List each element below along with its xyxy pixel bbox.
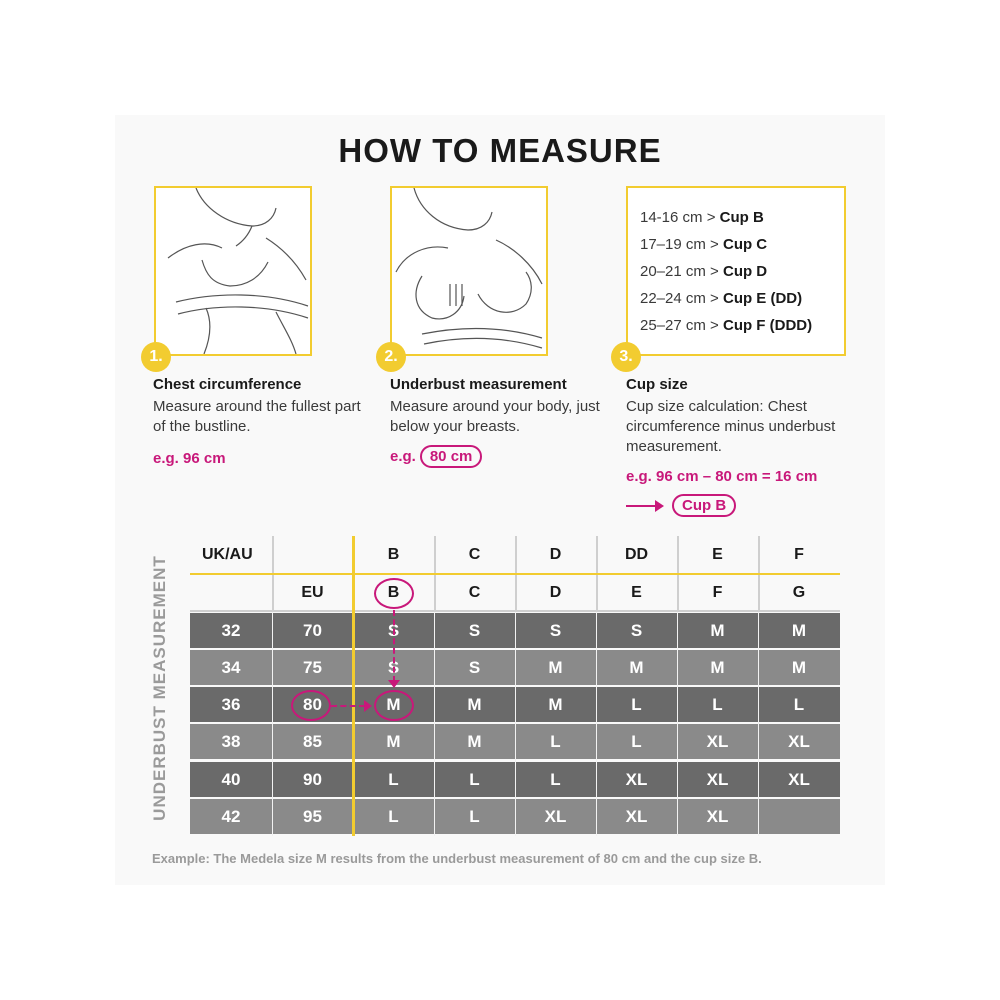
uk-cup-header: E	[712, 546, 723, 563]
uk-band-size: 34	[221, 658, 241, 677]
size-cell: M	[548, 658, 563, 677]
cup-size-row: 22–24 cm > Cup E (DD)	[640, 290, 803, 307]
size-cell: XL	[625, 807, 648, 826]
column-divider	[596, 612, 597, 836]
step-1-title: Chest circumference	[153, 376, 302, 393]
size-cell: L	[388, 770, 399, 789]
step-3-title: Cup size	[626, 376, 688, 393]
size-cell: M	[629, 658, 644, 677]
page-title: HOW TO MEASURE	[338, 132, 662, 169]
size-cell: L	[550, 732, 561, 751]
eu-cup-header: E	[631, 584, 642, 601]
size-cell: M	[710, 658, 725, 677]
size-cell: M	[548, 695, 563, 714]
column-divider	[677, 612, 678, 836]
size-cell: XL	[544, 807, 567, 826]
uk-cup-header: F	[794, 546, 804, 563]
uk-band-size: 38	[221, 732, 241, 751]
cup-result-highlight: Cup B	[672, 494, 736, 517]
arrow-right-icon	[364, 700, 372, 712]
size-cell: M	[791, 621, 807, 640]
eu-cup-header: C	[468, 584, 481, 601]
size-cell: L	[550, 770, 561, 789]
arrow-head-icon	[655, 500, 664, 512]
uk-cup-header: DD	[624, 546, 649, 563]
size-cell: L	[631, 732, 642, 751]
arrow-down-icon	[388, 680, 400, 688]
size-cell: M	[467, 732, 482, 751]
uk-au-header: UK/AU	[202, 546, 253, 563]
cup-result	[668, 494, 736, 517]
step-1-number: 1.	[141, 342, 171, 372]
size-cell: S	[387, 658, 400, 677]
step-3-example: e.g. 96 cm – 80 cm = 16 cm	[626, 468, 818, 485]
size-cell: M	[467, 695, 482, 714]
size-cell: XL	[625, 770, 648, 789]
size-cell: XL	[706, 732, 729, 751]
cup-size-row: 17–19 cm > Cup C	[640, 236, 768, 253]
size-cell: L	[469, 807, 480, 826]
cup-size-row: 14-16 cm > Cup B	[640, 209, 764, 226]
eu-band-size: 70	[303, 621, 322, 640]
column-divider	[434, 612, 435, 836]
cup-b-highlight	[374, 578, 414, 609]
header-divider	[190, 573, 840, 575]
woman-measuring-chest-illustration	[156, 188, 310, 354]
band-80-highlight	[291, 690, 331, 721]
size-cell: L	[631, 695, 642, 714]
step-3-description: Cup size calculation: Chest circumference minus underbust measurement.	[626, 398, 836, 455]
uk-cup-header: B	[387, 546, 400, 563]
size-cell: L	[712, 695, 723, 714]
eu-band-size: 95	[303, 807, 322, 826]
vertical-pointer-line	[393, 610, 395, 682]
size-cell: XL	[706, 807, 729, 826]
step-3-number: 3.	[611, 342, 641, 372]
eu-cup-header: D	[549, 584, 562, 601]
size-cell: M	[386, 695, 401, 714]
size-cell: XL	[788, 732, 810, 751]
eu-cup-header: F	[712, 584, 723, 601]
column-divider	[758, 612, 759, 836]
uk-cup-header: C	[468, 546, 481, 563]
size-cell: XL	[706, 770, 729, 789]
size-m-highlight	[374, 690, 414, 721]
eu-band-size: 75	[303, 658, 322, 677]
size-cell: L	[469, 770, 480, 789]
step-2-title: Underbust measurement	[390, 376, 567, 393]
cup-axis-line	[352, 536, 355, 836]
column-divider	[515, 612, 516, 836]
uk-band-size: 36	[221, 695, 241, 714]
size-cell: L	[388, 807, 399, 826]
size-cell: M	[710, 621, 725, 640]
step-1-example: e.g. 96 cm	[153, 450, 226, 467]
header-divider	[190, 610, 840, 612]
eu-band-size: 90	[303, 770, 322, 789]
eu-band-size: 80	[303, 695, 322, 714]
cup-size-row: 20–21 cm > Cup D	[640, 263, 768, 280]
size-cell: M	[791, 658, 807, 677]
size-cell: S	[630, 621, 643, 640]
uk-band-size: 42	[221, 807, 241, 826]
underbust-illustration-box	[390, 186, 548, 356]
horizontal-pointer-line	[331, 705, 365, 707]
eu-cup-header: B	[387, 584, 400, 601]
cup-size-row: 25–27 cm > Cup F (DDD)	[640, 317, 813, 334]
uk-cup-header: D	[549, 546, 562, 563]
step-2-example: e.g. 80 cm	[390, 445, 482, 468]
uk-band-size: 32	[221, 621, 241, 640]
size-cell: S	[468, 621, 481, 640]
eu-band-size: 85	[303, 732, 322, 751]
size-cell: M	[386, 732, 401, 751]
size-cell: S	[549, 621, 562, 640]
size-cell: L	[793, 695, 805, 714]
woman-measuring-underbust-illustration	[392, 188, 546, 354]
footnote: Example: The Medela size M results from the underbust measurement of 80 cm and the cup size B.	[152, 851, 762, 866]
size-cell: S	[387, 621, 400, 640]
size-cell: XL	[788, 770, 810, 789]
size-cell	[758, 798, 840, 835]
column-divider	[272, 612, 273, 836]
arrow-right-icon	[626, 505, 656, 507]
step-1-description: Measure around the fullest part of the bustline.	[153, 398, 361, 435]
step-2-description: Measure around your body, just below your breasts.	[390, 398, 600, 435]
chest-illustration-box	[154, 186, 312, 356]
step-2-number: 2.	[376, 342, 406, 372]
underbust-highlight: 80 cm	[420, 445, 483, 468]
eu-header: EU	[301, 584, 324, 601]
size-cell: S	[468, 658, 481, 677]
uk-band-size: 40	[221, 770, 241, 789]
eu-cup-header: G	[792, 584, 806, 601]
